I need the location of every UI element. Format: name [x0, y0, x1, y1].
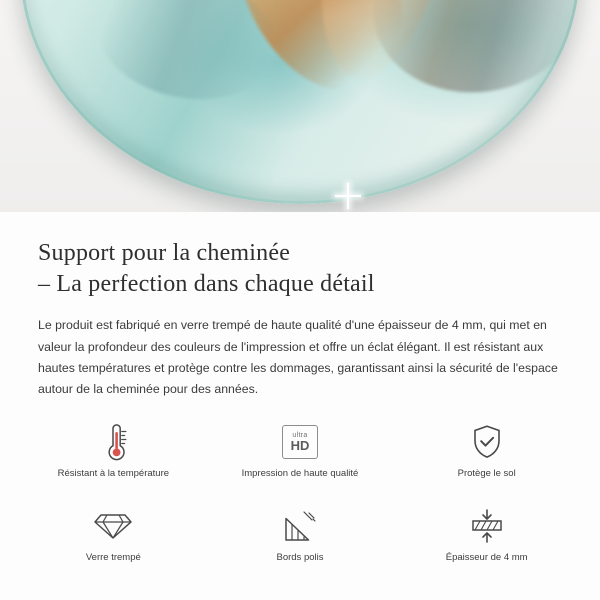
feature-item-thickness	[393, 506, 580, 582]
feature-label: Épaisseur de 4 mm	[445, 552, 528, 563]
feature-item-polished-edges	[207, 506, 394, 582]
description-paragraph: Le produit est fabriqué en verre trempé de haute qualité d'une épaisseur de 4 mm, qui met en valeur la profondeur des couleurs de l'impression et offre un éclat élégant. Il est résistant aux hautes températures et protège contre les dommages, garantissant ainsi la sécurité de l'espace autour de la cheminée pour des années.	[38, 318, 558, 396]
hd-badge	[282, 425, 318, 459]
feature-label: Résistant à la température	[57, 468, 170, 479]
thermometer-icon	[96, 422, 130, 462]
feature-label: Bords polis	[276, 552, 324, 563]
feature-item-temperature-resistant	[20, 422, 207, 498]
polished-edges-icon	[283, 506, 317, 546]
feature-label: Impression de haute qualité	[241, 468, 359, 479]
page-title-line-1: Support pour la cheminée	[38, 240, 291, 266]
feature-item-print-quality	[207, 422, 394, 498]
page-title-line-2: – La perfection dans chaque détail	[38, 270, 375, 297]
feature-item-floor-protection	[393, 422, 580, 498]
hd-badge-main-label: HD	[290, 437, 310, 453]
feature-label: Verre trempé	[85, 552, 141, 563]
hd-badge-top-label: ultra	[292, 431, 308, 439]
thickness-arrows-icon	[467, 506, 507, 546]
diamond-icon	[93, 506, 133, 546]
ultra-hd-badge-icon	[282, 422, 318, 462]
feature-grid	[0, 400, 600, 582]
hero-product-image	[0, 0, 600, 212]
feature-label: Protège le sol	[457, 468, 516, 479]
page-title	[38, 238, 562, 299]
description-content	[0, 212, 600, 400]
feature-item-tempered-glass	[20, 506, 207, 582]
shield-check-icon	[470, 422, 504, 462]
